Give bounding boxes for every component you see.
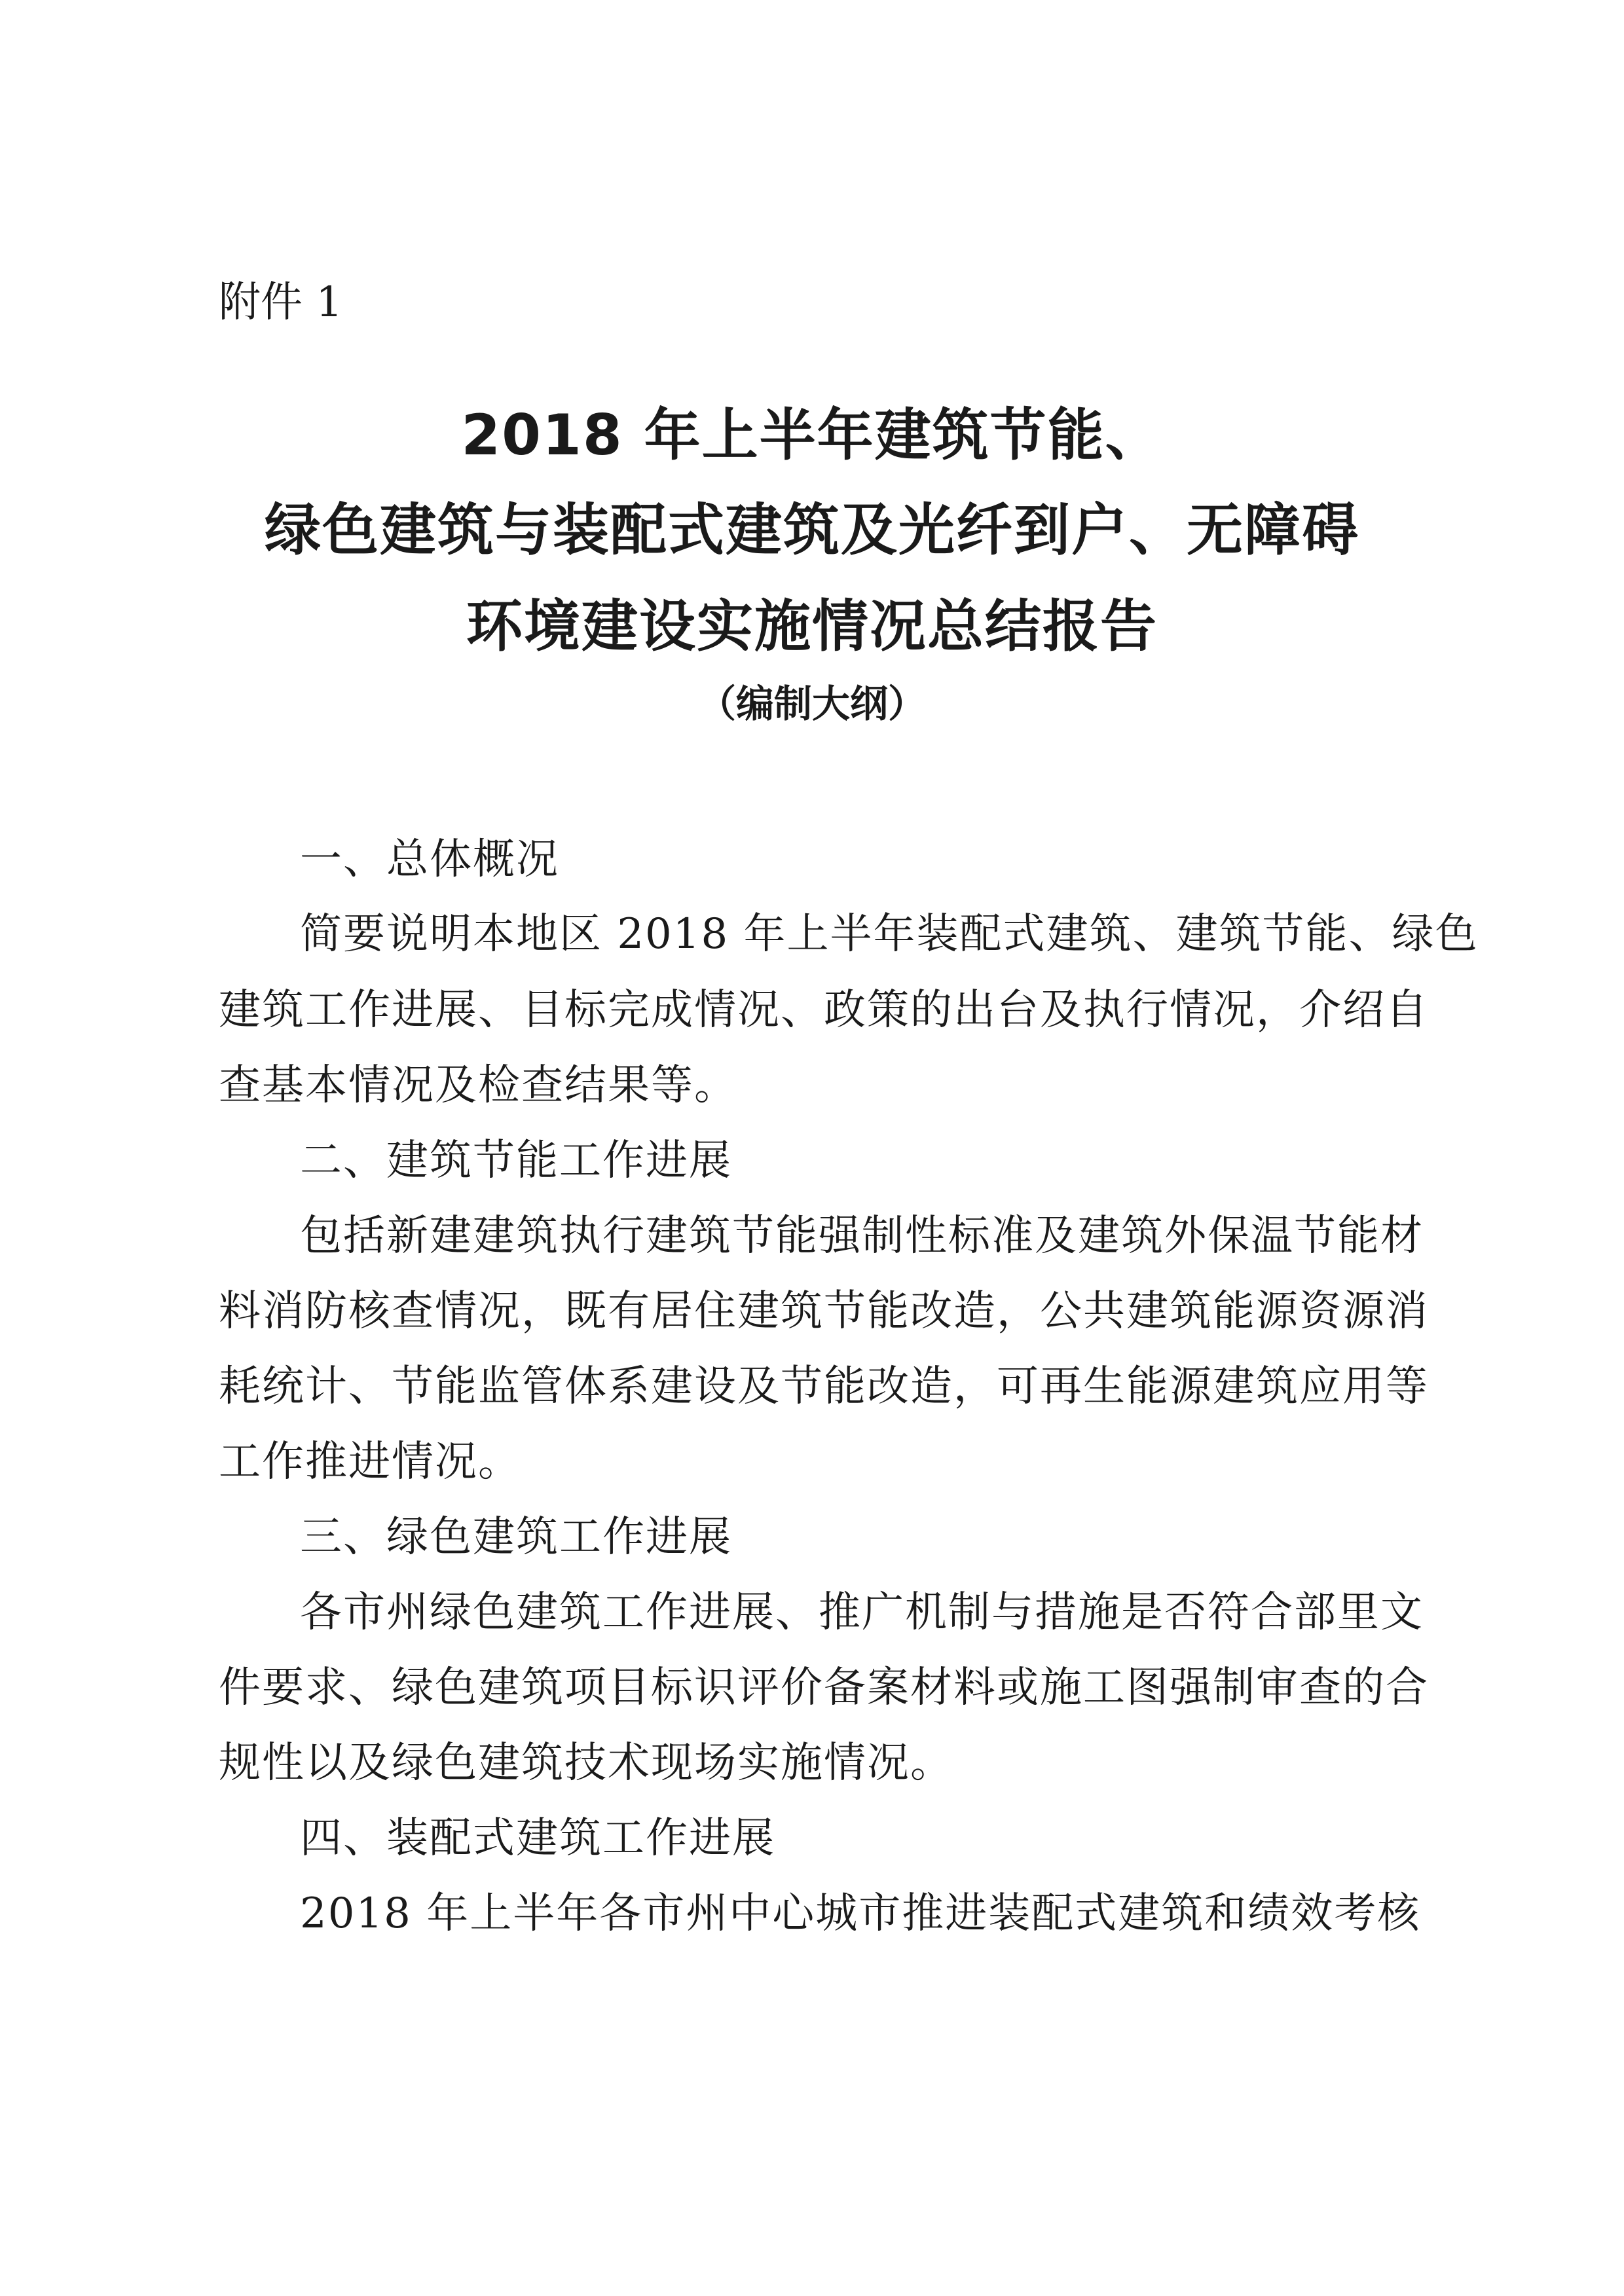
body-line: 料消防核查情况，既有居住建筑节能改造，公共建筑能源资源消 — [219, 1287, 1429, 1336]
section-heading-4: 四、装配式建筑工作进展 — [300, 1814, 775, 1863]
section-heading-1: 一、总体概况 — [300, 835, 559, 884]
body-line: 规性以及绿色建筑技术现场实施情况。 — [219, 1739, 953, 1787]
title-line-2: 绿色建筑与装配式建筑及光纤到户、无障碍 — [265, 498, 1359, 563]
body-line: 建筑工作进展、目标完成情况、政策的出台及执行情况，介绍自 — [219, 986, 1429, 1034]
body-line: 耗统计、节能监管体系建设及节能改造，可再生能源建筑应用等 — [219, 1362, 1429, 1411]
body-line: 查基本情况及检查结果等。 — [219, 1061, 737, 1110]
body-line: 简要说明本地区 2018 年上半年装配式建筑、建筑节能、绿色 — [300, 910, 1479, 958]
title-line-3: 环境建设实施情况总结报告 — [466, 594, 1158, 659]
body-line: 2018 年上半年各市州中心城市推进装配式建筑和绩效考核 — [300, 1889, 1421, 1938]
subtitle: （编制大纲） — [697, 682, 926, 726]
section-heading-2: 二、建筑节能工作进展 — [300, 1137, 732, 1185]
body-line: 件要求、绿色建筑项目标识评价备案材料或施工图强制审查的合 — [219, 1664, 1429, 1712]
body-line: 包括新建建筑执行建筑节能强制性标准及建筑外保温节能材 — [300, 1212, 1424, 1260]
attachment-label: 附件 1 — [219, 278, 343, 327]
body-line: 各市州绿色建筑工作进展、推广机制与措施是否符合部里文 — [300, 1588, 1424, 1637]
section-heading-3: 三、绿色建筑工作进展 — [300, 1513, 732, 1561]
title-line-1: 2018 年上半年建筑节能、 — [461, 403, 1163, 468]
body-line: 工作推进情况。 — [219, 1438, 521, 1486]
